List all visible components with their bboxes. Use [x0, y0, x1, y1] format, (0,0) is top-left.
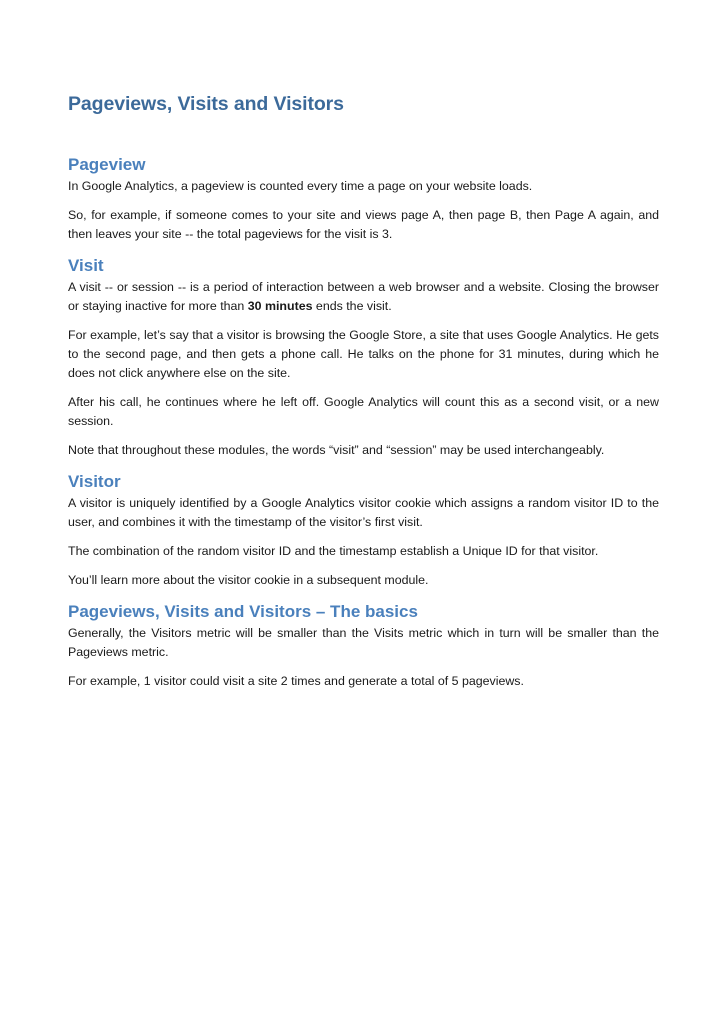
document-title: Pageviews, Visits and Visitors	[68, 93, 344, 115]
paragraph: A visitor is uniquely identified by a Google Analytics visitor cookie which assigns a random visitor ID to the user, and combines it with the timestamp of the visitor’s first visit.	[68, 496, 659, 529]
section-visit	[68, 254, 659, 460]
text-run: ends the visit.	[312, 299, 392, 313]
section-visitor	[68, 470, 659, 590]
paragraph	[68, 278, 659, 316]
paragraph: So, for example, if someone comes to your site and views page A, then page B, then Page A again, and then leaves your site -- the total pageviews for the visit is 3.	[68, 208, 659, 241]
section-heading-basics: Pageviews, Visits and Visitors – The basics	[68, 602, 418, 621]
paragraph: The combination of the random visitor ID and the timestamp establish a Unique ID for that visitor.	[68, 544, 599, 558]
paragraph: For example, let’s say that a visitor is browsing the Google Store, a site that uses Google Analytics. He gets to the second page, and then gets a phone call. He talks on the phone for 31 minutes, during which he does not click anywhere else on the site.	[68, 328, 659, 380]
paragraph: For example, 1 visitor could visit a site 2 times and generate a total of 5 pageviews.	[68, 674, 524, 688]
paragraph: Note that throughout these modules, the words “visit” and “session” may be used interchangeably.	[68, 443, 605, 457]
section-heading-pageview: Pageview	[68, 155, 146, 174]
section-heading-visitor: Visitor	[68, 472, 121, 491]
paragraph: In Google Analytics, a pageview is counted every time a page on your website loads.	[68, 179, 533, 193]
paragraph: You’ll learn more about the visitor cookie in a subsequent module.	[68, 573, 429, 587]
section-pageview	[68, 153, 659, 244]
section-basics	[68, 600, 659, 691]
bold-text: 30 minutes	[247, 299, 313, 313]
section-heading-visit: Visit	[68, 256, 104, 275]
paragraph: After his call, he continues where he left off. Google Analytics will count this as a second visit, or a new session.	[68, 395, 659, 428]
paragraph: Generally, the Visitors metric will be smaller than the Visits metric which in turn will be smaller than the Pageviews metric.	[68, 626, 659, 659]
text-run: A visit -- or session -- is a period of interaction between a web browser and a website. Closing the browser or staying inactive for more than	[68, 280, 659, 313]
